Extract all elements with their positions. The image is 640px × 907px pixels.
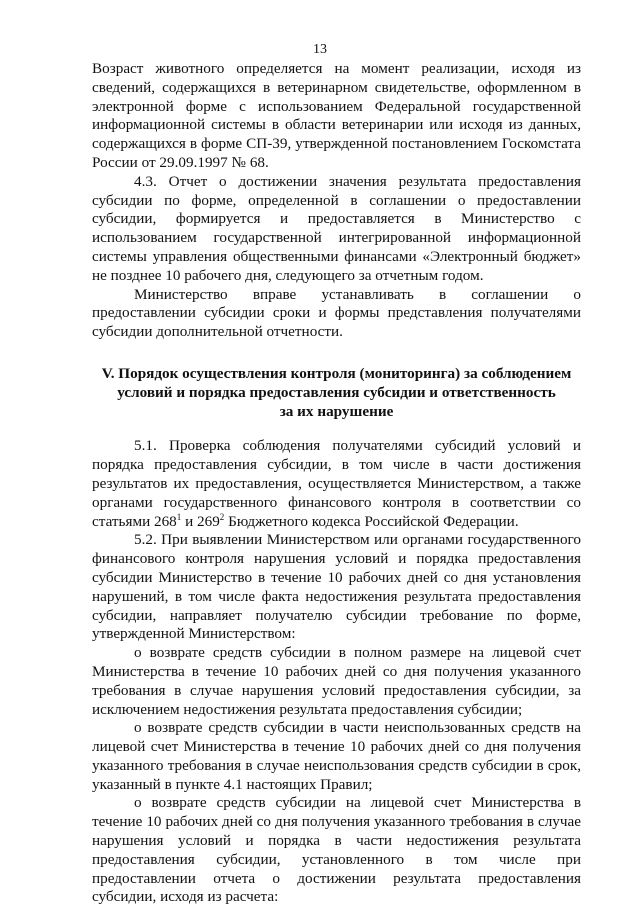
document-body <box>92 60 581 907</box>
paragraph-ministry-reporting: Министерство вправе устанавливать в соглашении о предоставлении субсидии сроки и формы представления получателями субсидии дополнительной отчетности. <box>92 285 581 341</box>
section-heading-line-3: за их нарушение <box>279 402 394 420</box>
paragraph-5-1-mid: и 269 <box>181 512 220 530</box>
section-heading-line-2: условий и порядка предоставления субсидии и ответственность <box>117 383 556 401</box>
footnote-sup-2: 2 <box>219 511 225 522</box>
page-number: 13 <box>313 42 327 57</box>
footnote-sup-1: 1 <box>176 511 182 522</box>
paragraph-4-3: 4.3. Отчет о достижении значения результата предоставления субсидии по форме, определенной в соглашении о предоставлении субсидии, формируется и предоставляется в Министерство с использованием государственной интегрированной информационной системы управления общественными финансами «Электронный бюджет» не позднее 10 рабочего дня, следующего за отчетным годом. <box>92 172 581 284</box>
paragraph-5-1 <box>92 437 581 531</box>
paragraph-5-1-end: Бюджетного кодекса Российской Федерации. <box>224 512 519 530</box>
list-item-full-refund: о возврате средств субсидии в полном размере на лицевой счет Министерства в течение 10 рабочих дней со дня получения указанного требования в случае нарушения условий предоставления субсидии, за исключением недостижения результата предоставления субсидии; <box>92 644 581 718</box>
list-item-result-refund: о возврате средств субсидии на лицевой счет Министерства в течение 10 рабочих дней со дня получения указанного требования в случае нарушения условий и порядка в части недостижения результата предоставления субсидии, установленного в том числе при предоставлении отчета о достижении результата предоставления субсидии, исходя из расчета: <box>92 794 581 906</box>
paragraph-5-2: 5.2. При выявлении Министерством или органами государственного финансового контроля нарушения условий и порядка предоставления субсидии Министерство в течение 10 рабочих дней со дня установления нарушений, в том числе факта недостижения результата предоставления субсидии, направляет получателю субсидии требование по форме, утвержденной Министерством: <box>92 531 581 643</box>
paragraph-animal-age: Возраст животного определяется на момент реализации, исходя из сведений, содержащихся в ветеринарном свидетельстве, оформленном в электронной форме с использованием Федеральной государственной информационной системы в области ветеринарии или исходя из данных, содержащихся в форме СП-39, утвержденной постановлением Госкомстата России от 29.09.1997 № 68. <box>92 60 581 171</box>
paragraph-5-1-text: 5.1. Проверка соблюдения получателями субсидий условий и порядка предоставления субсидии, в том числе в части достижения результатов их предоставления, осуществляется Министерством, а также органами государственного финансового контроля в соответствии со статьями 268 <box>92 437 581 530</box>
section-heading-line-1: V. Порядок осуществления контроля (мониторинга) за соблюдением <box>101 364 572 382</box>
section-heading <box>92 365 581 421</box>
list-item-unused-refund: о возврате средств субсидии в части неиспользованных средств на лицевой счет Министерства в течение 10 рабочих дней со дня получения указанного требования в случае неиспользования средств субсидии в срок, указанный в пункте 4.1 настоящих Правил; <box>92 719 581 793</box>
